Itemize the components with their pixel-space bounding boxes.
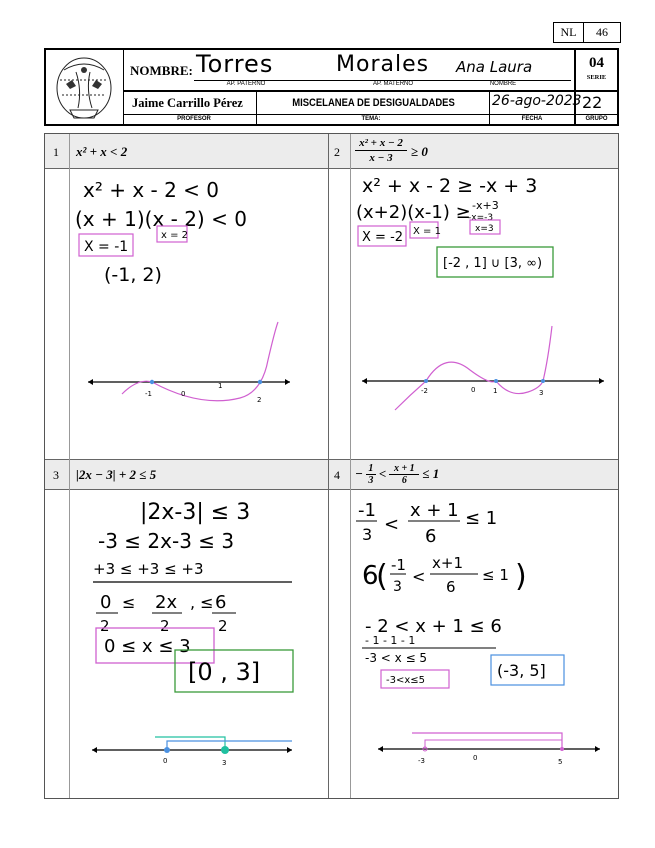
p4-l2-end: ≤ 1 [482,566,509,584]
p4-l4: - 1 - 1 - 1 [365,634,416,647]
problem-3-number: 3 [53,468,59,482]
p4-l1-b-den: 6 [425,526,437,547]
p4-l5: -3 < x ≤ 5 [365,651,428,665]
p3-answer: [0 , 3] [188,658,261,686]
p3-axis-lbl-2: 3 [222,759,227,767]
p1-axis-lbl-2: 0 [181,390,186,398]
less-sign: < [378,466,387,481]
problem-1-statement: x² + x < 2 [76,144,128,159]
p3-le-2: , ≤ [190,593,214,612]
p4-l1-end: ≤ 1 [465,508,498,529]
p4-l2-b-num: x+1 [432,554,463,572]
p4-l2-mult: 6 [362,561,379,591]
serie-caption: SERIE [586,74,607,81]
p1-axis-lbl-1: -1 [145,390,152,398]
tema-value: MISCELANEA DE DESIGUALDADES [292,97,455,109]
p1-parabola [122,322,278,401]
p2-axis-lbl-1: -2 [421,387,428,395]
problem-3-statement: |2x − 3| + 2 ≤ 5 [76,467,157,482]
p3-arrow-left [92,747,97,753]
p4-lt-1: < [384,514,400,535]
p3-point-b [221,746,229,754]
frac-a-num: 1 [366,463,376,475]
nombre-caption: NOMBRE [489,81,517,87]
problem-2-denominator: x − 3 [369,152,393,164]
p2-curve [395,326,552,410]
problem-2-numerator: x² + x − 2 [355,136,407,151]
p2-axis-lbl-2: 0 [471,386,476,394]
p2-answer: [-2 , 1] ∪ [3, ∞) [443,256,543,271]
fecha-value: 26-ago-2023 [492,93,582,109]
p1-axis-lbl-3: 1 [218,382,223,390]
problem-2-number: 2 [334,145,340,159]
p2-root3: x=3 [475,224,494,234]
grupo-caption: GRUPO [585,116,608,122]
p4-paren-open: ( [376,559,388,594]
p4-point-b [560,747,564,751]
p2-point-a [424,379,428,383]
p4-l2-a-num: -1 [391,556,406,574]
p3-axis-lbl-1: 0 [163,757,168,765]
p3-line1: |2x-3| ≤ 3 [140,500,251,525]
p4-l1-a-num: -1 [358,500,376,521]
p2-root1: X = -2 [362,230,404,245]
profesor-caption: PROFESOR [177,116,211,122]
p4-answer: (-3, 5] [497,661,546,680]
problem-2-relation: ≥ 0 [411,144,428,159]
p4-arrow-right [595,746,600,752]
p1-answer: (-1, 2) [104,264,162,286]
nombre-value: Ana Laura [456,58,533,76]
p4-l1-b-num: x + 1 [410,500,459,521]
problem-1-number: 1 [53,145,59,159]
p1-point-b [258,380,262,384]
nombre-label: NOMBRE: [130,63,193,78]
p1-line1: x² + x - 2 < 0 [83,178,220,202]
p1-arrow-left [88,379,93,385]
p3-frac2-num: 2x [155,592,178,613]
p4-l2-a-den: 3 [393,579,402,595]
fecha-caption: FECHA [521,116,543,122]
p4-pink-ray-2 [425,740,562,749]
p4-l2-b-den: 6 [446,578,456,596]
p3-blue-ray [167,741,292,750]
p3-arrow-right [287,747,292,753]
p2-arrow-left [362,378,367,384]
p2-axis-lbl-4: 3 [539,389,544,397]
p3-result: 0 ≤ x ≤ 3 [104,636,191,657]
p3-point-a [164,747,170,753]
frac-b-den: 6 [401,474,407,486]
p4-result: -3<x≤5 [386,675,426,686]
p3-frac1-num: 0 [100,592,112,613]
p3-frac3-den: 2 [218,617,228,635]
p2-side2: -x=-3 [468,213,494,223]
p2-side1: -x+3 [472,199,499,212]
p3-line2: -3 ≤ 2x-3 ≤ 3 [98,529,235,553]
le-one: ≤ 1 [422,466,440,481]
p1-arrow-right [285,379,290,385]
problem-4-number: 4 [334,468,340,482]
profesor-value: Jaime Carrillo Pérez [132,96,243,110]
frac-b-num: x + 1 [389,463,419,475]
p3-frac1-den: 2 [100,617,110,635]
p3-frac2-den: 2 [160,617,170,635]
frac-a-den: 3 [368,474,374,486]
p2-arrow-right [599,378,604,384]
p4-arrow-left [378,746,383,752]
p3-frac3-num: 6 [215,592,227,613]
tema-caption: TEMA: [361,116,381,122]
p4-pink-ray [412,733,562,749]
p4-l1-a-den: 3 [362,525,373,544]
minus-sign: − [355,466,363,481]
p3-le-1: ≤ [122,593,136,612]
p4-axis-lbl-2: 0 [473,754,478,762]
p4-lt-2: < [412,567,426,586]
p1-point-a [150,380,154,384]
ap-materno-value: Morales [336,52,430,77]
p1-axis-lbl-4: 2 [257,396,262,404]
ap-paterno-value: Torres [196,50,274,78]
serie-value: 04 [589,55,604,71]
p2-axis-lbl-3: 1 [493,387,498,395]
p1-line2: (x + 1)(x - 2) < 0 [75,207,247,231]
p2-line1: x² + x - 2 ≥ -x + 3 [362,175,538,197]
nl-value: 46 [596,25,608,39]
ap-paterno-caption: AP. PATERNO [226,81,266,87]
p1-root2: x = 2 [161,230,189,241]
p2-root2: X = 1 [413,226,441,237]
ap-materno-caption: AP. MATERNO [372,81,414,87]
grupo-value: 22 [582,93,603,112]
p2-line2: (x+2)(x-1) ≥ [356,202,471,223]
p2-point-b [494,379,498,383]
p4-paren-close: ) [515,559,527,594]
p4-axis-lbl-3: 5 [558,758,563,766]
p4-l3: - 2 < x + 1 ≤ 6 [365,616,502,637]
nl-label: NL [554,23,584,42]
p1-root1: X = -1 [84,239,129,255]
p3-line3: +3 ≤ +3 ≤ +3 [93,560,204,578]
p4-axis-lbl-1: -3 [418,757,425,765]
p2-point-c [541,379,545,383]
